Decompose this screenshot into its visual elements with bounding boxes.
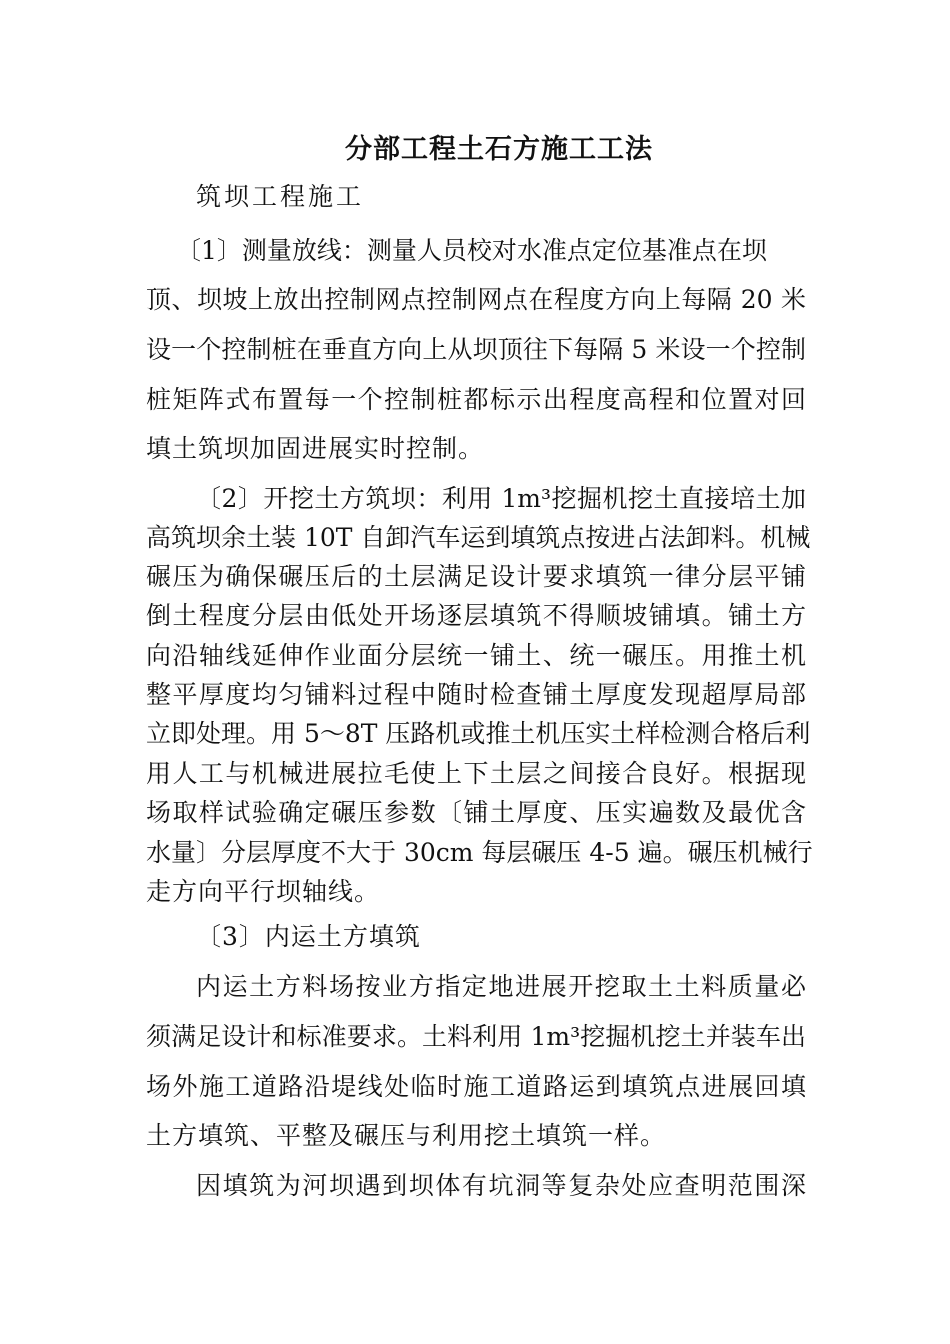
text-line: 场外施工道路沿堤线处临时施工道路运到填筑点进展回填 — [146, 1072, 806, 1101]
text-line: 倒土程度分层由低处开场逐层填筑不得顺坡铺填。铺土方 — [146, 601, 806, 630]
text-line: 场取样试验确定碾压参数〔铺土厚度、压实遍数及最优含 — [146, 798, 806, 827]
text-line: 整平厚度均匀铺料过程中随时检查铺土厚度发现超厚局部 — [146, 680, 806, 709]
text-line: 水量〕分层厚度不大于 30cm 每层碾压 4-5 遍。碾压机械行 — [146, 838, 813, 867]
text-line: 走方向平行坝轴线。 — [146, 877, 381, 906]
text-line: 因填筑为河坝遇到坝体有坑洞等复杂处应查明范围深 — [196, 1171, 806, 1200]
text-line: 内运土方料场按业方指定地进展开挖取土土料质量必 — [196, 972, 806, 1001]
text-line: 顶、坝坡上放出控制网点控制网点在程度方向上每隔 20 米 — [146, 285, 806, 314]
document-title: 分部工程土石方施工工法 — [345, 134, 653, 165]
text-line: 立即处理。用 5～8T 压路机或推土机压实土样检测合格后利 — [146, 719, 811, 748]
text-line: 土方填筑、平整及碾压与利用挖土填筑一样。 — [146, 1121, 667, 1150]
text-line: 用人工与机械进展拉毛使上下土层之间接合良好。根据现 — [146, 759, 806, 788]
text-line: 〔1〕测量放线：测量人员校对水准点定位基准点在坝 — [176, 236, 767, 265]
text-line: 设一个控制桩在垂直方向上从坝顶往下每隔 5 米设一个控制 — [146, 335, 806, 364]
text-line: 向沿轴线延伸作业面分层统一铺土、统一碾压。用推土机 — [146, 641, 806, 670]
section-heading-3: 〔3〕内运土方填筑 — [196, 922, 421, 951]
text-line: 碾压为确保碾压后的土层满足设计要求填筑一律分层平铺 — [146, 562, 806, 591]
text-line: 〔2〕开挖土方筑坝：利用 1m³挖掘机挖土直接培土加 — [196, 484, 806, 513]
text-line: 高筑坝余土装 10T 自卸汽车运到填筑点按进占法卸料。机械 — [146, 523, 811, 552]
text-line: 须满足设计和标准要求。土料利用 1m³挖掘机挖土并装车出 — [146, 1022, 806, 1051]
section-heading: 筑坝工程施工 — [196, 182, 365, 211]
text-line: 桩矩阵式布置每一个控制桩都标示出程度高程和位置对回 — [146, 385, 806, 414]
text-line: 填土筑坝加固进展实时控制。 — [146, 434, 485, 463]
